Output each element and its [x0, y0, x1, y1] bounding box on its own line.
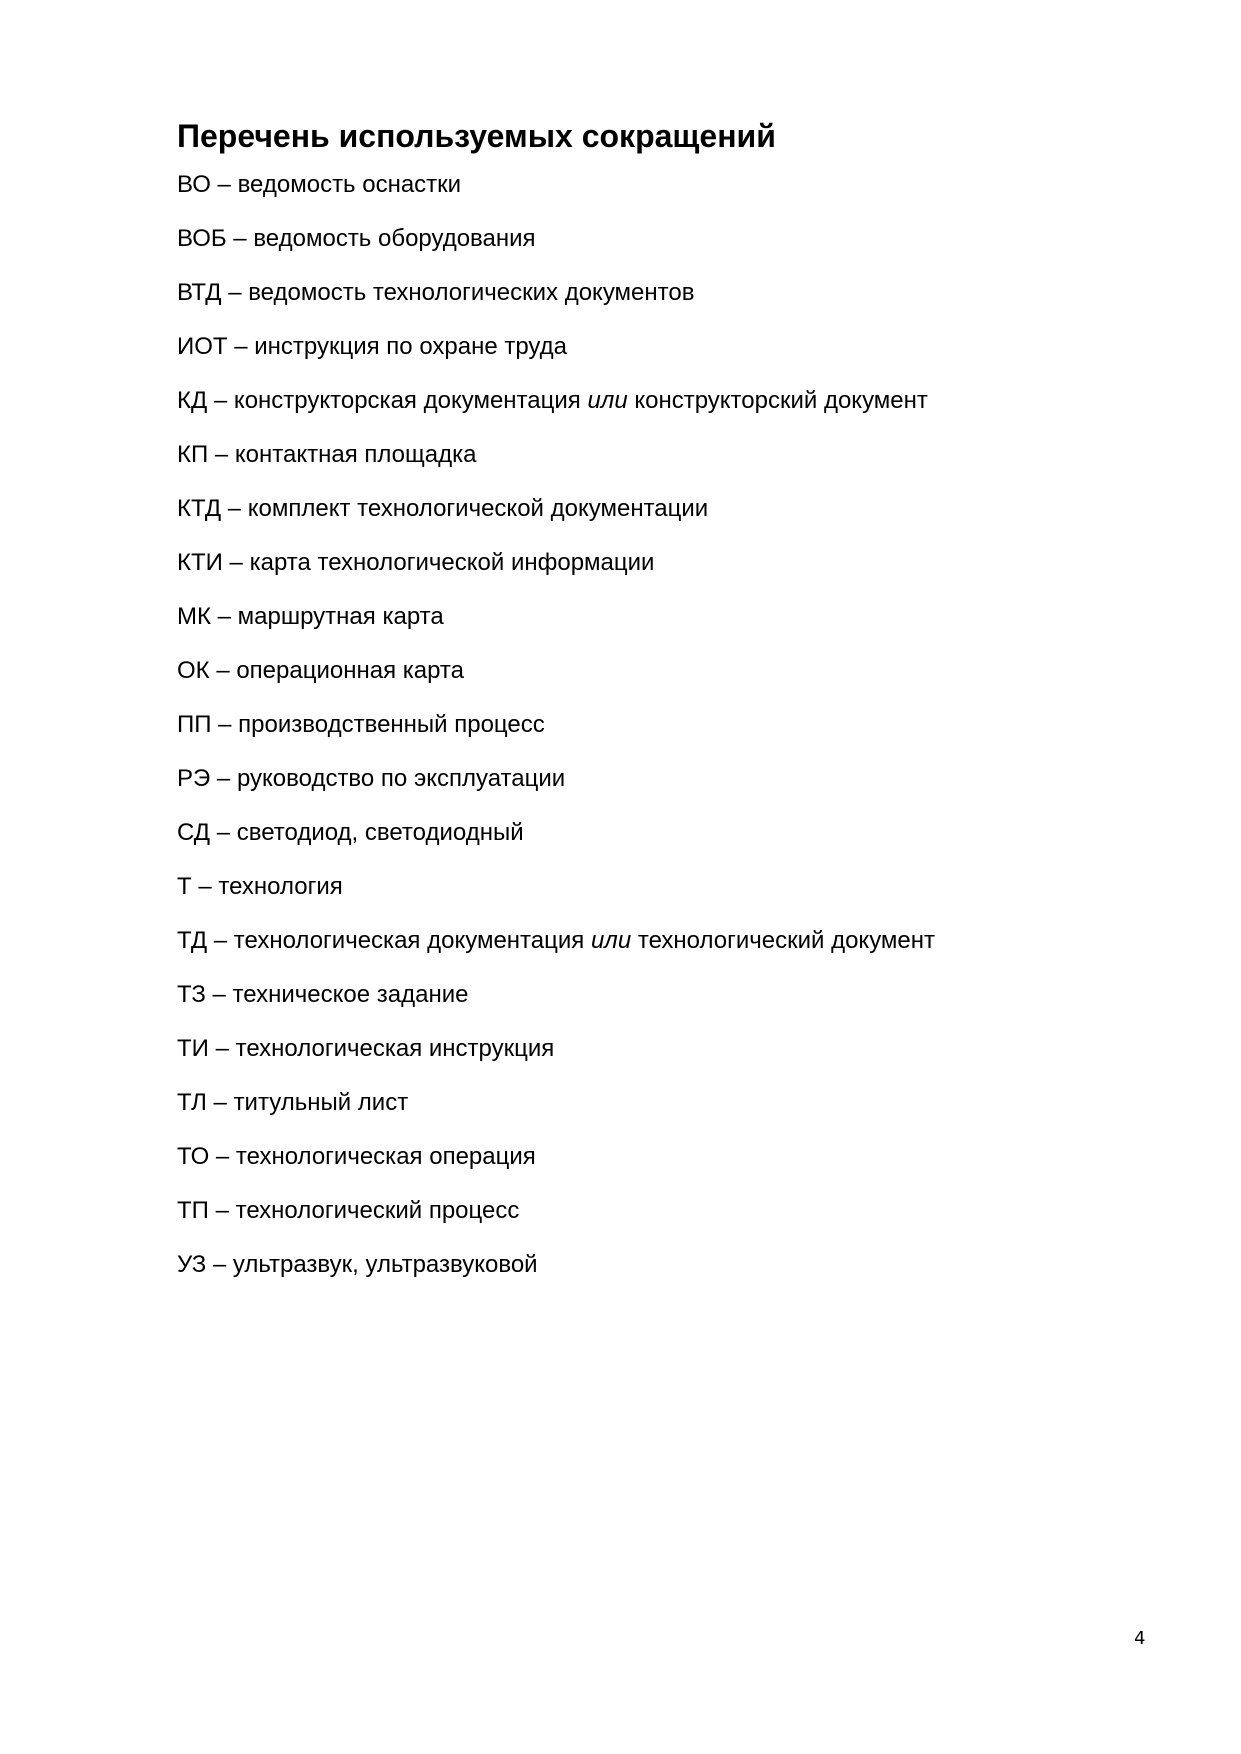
list-item — [177, 926, 935, 980]
list-item: ОК – операционная карта — [177, 657, 465, 684]
abbreviation-conjunction: или — [590, 927, 632, 954]
list-item: ПП – производственный процесс — [177, 711, 545, 738]
abbreviation-text: технологический документ — [631, 927, 936, 954]
list-item: СД – светодиод, светодиодный — [177, 819, 524, 846]
list-item — [177, 386, 935, 440]
abbreviation-text: конструкторский документ — [627, 387, 928, 414]
list-item: Т – технология — [177, 873, 343, 900]
abbreviation-text: ТД – технологическая документация — [177, 927, 591, 954]
list-item: ТИ – технологическая инструкция — [177, 1035, 555, 1062]
list-item: КТД – комплект технологической документации — [177, 495, 709, 522]
abbreviation-conjunction: или — [587, 387, 628, 414]
page-title: Перечень используемых сокращений — [177, 118, 776, 154]
abbreviation-text: КД – конструкторская документация — [177, 387, 588, 414]
list-item: ВТД – ведомость технологических документов — [177, 279, 695, 306]
list-item: ВОБ – ведомость оборудования — [177, 225, 536, 252]
list-item: ТЛ – титульный лист — [177, 1089, 409, 1116]
list-item: КТИ – карта технологической информации — [177, 549, 655, 576]
list-item: ТО – технологическая операция — [177, 1143, 536, 1170]
list-item: РЭ – руководство по эксплуатации — [177, 765, 566, 792]
list-item: ТЗ – техническое задание — [177, 981, 469, 1008]
page-number: 4 — [1134, 1628, 1146, 1649]
list-item: КП – контактная площадка — [177, 441, 477, 468]
list-item: ВО – ведомость оснастки — [177, 171, 462, 198]
list-item: ТП – технологический процесс — [177, 1197, 520, 1224]
list-item: МК – маршрутная карта — [177, 603, 444, 630]
abbreviation-list — [177, 170, 935, 1304]
list-item: УЗ – ультразвук, ультразвуковой — [177, 1251, 538, 1278]
list-item: ИОТ – инструкция по охране труда — [177, 333, 567, 360]
